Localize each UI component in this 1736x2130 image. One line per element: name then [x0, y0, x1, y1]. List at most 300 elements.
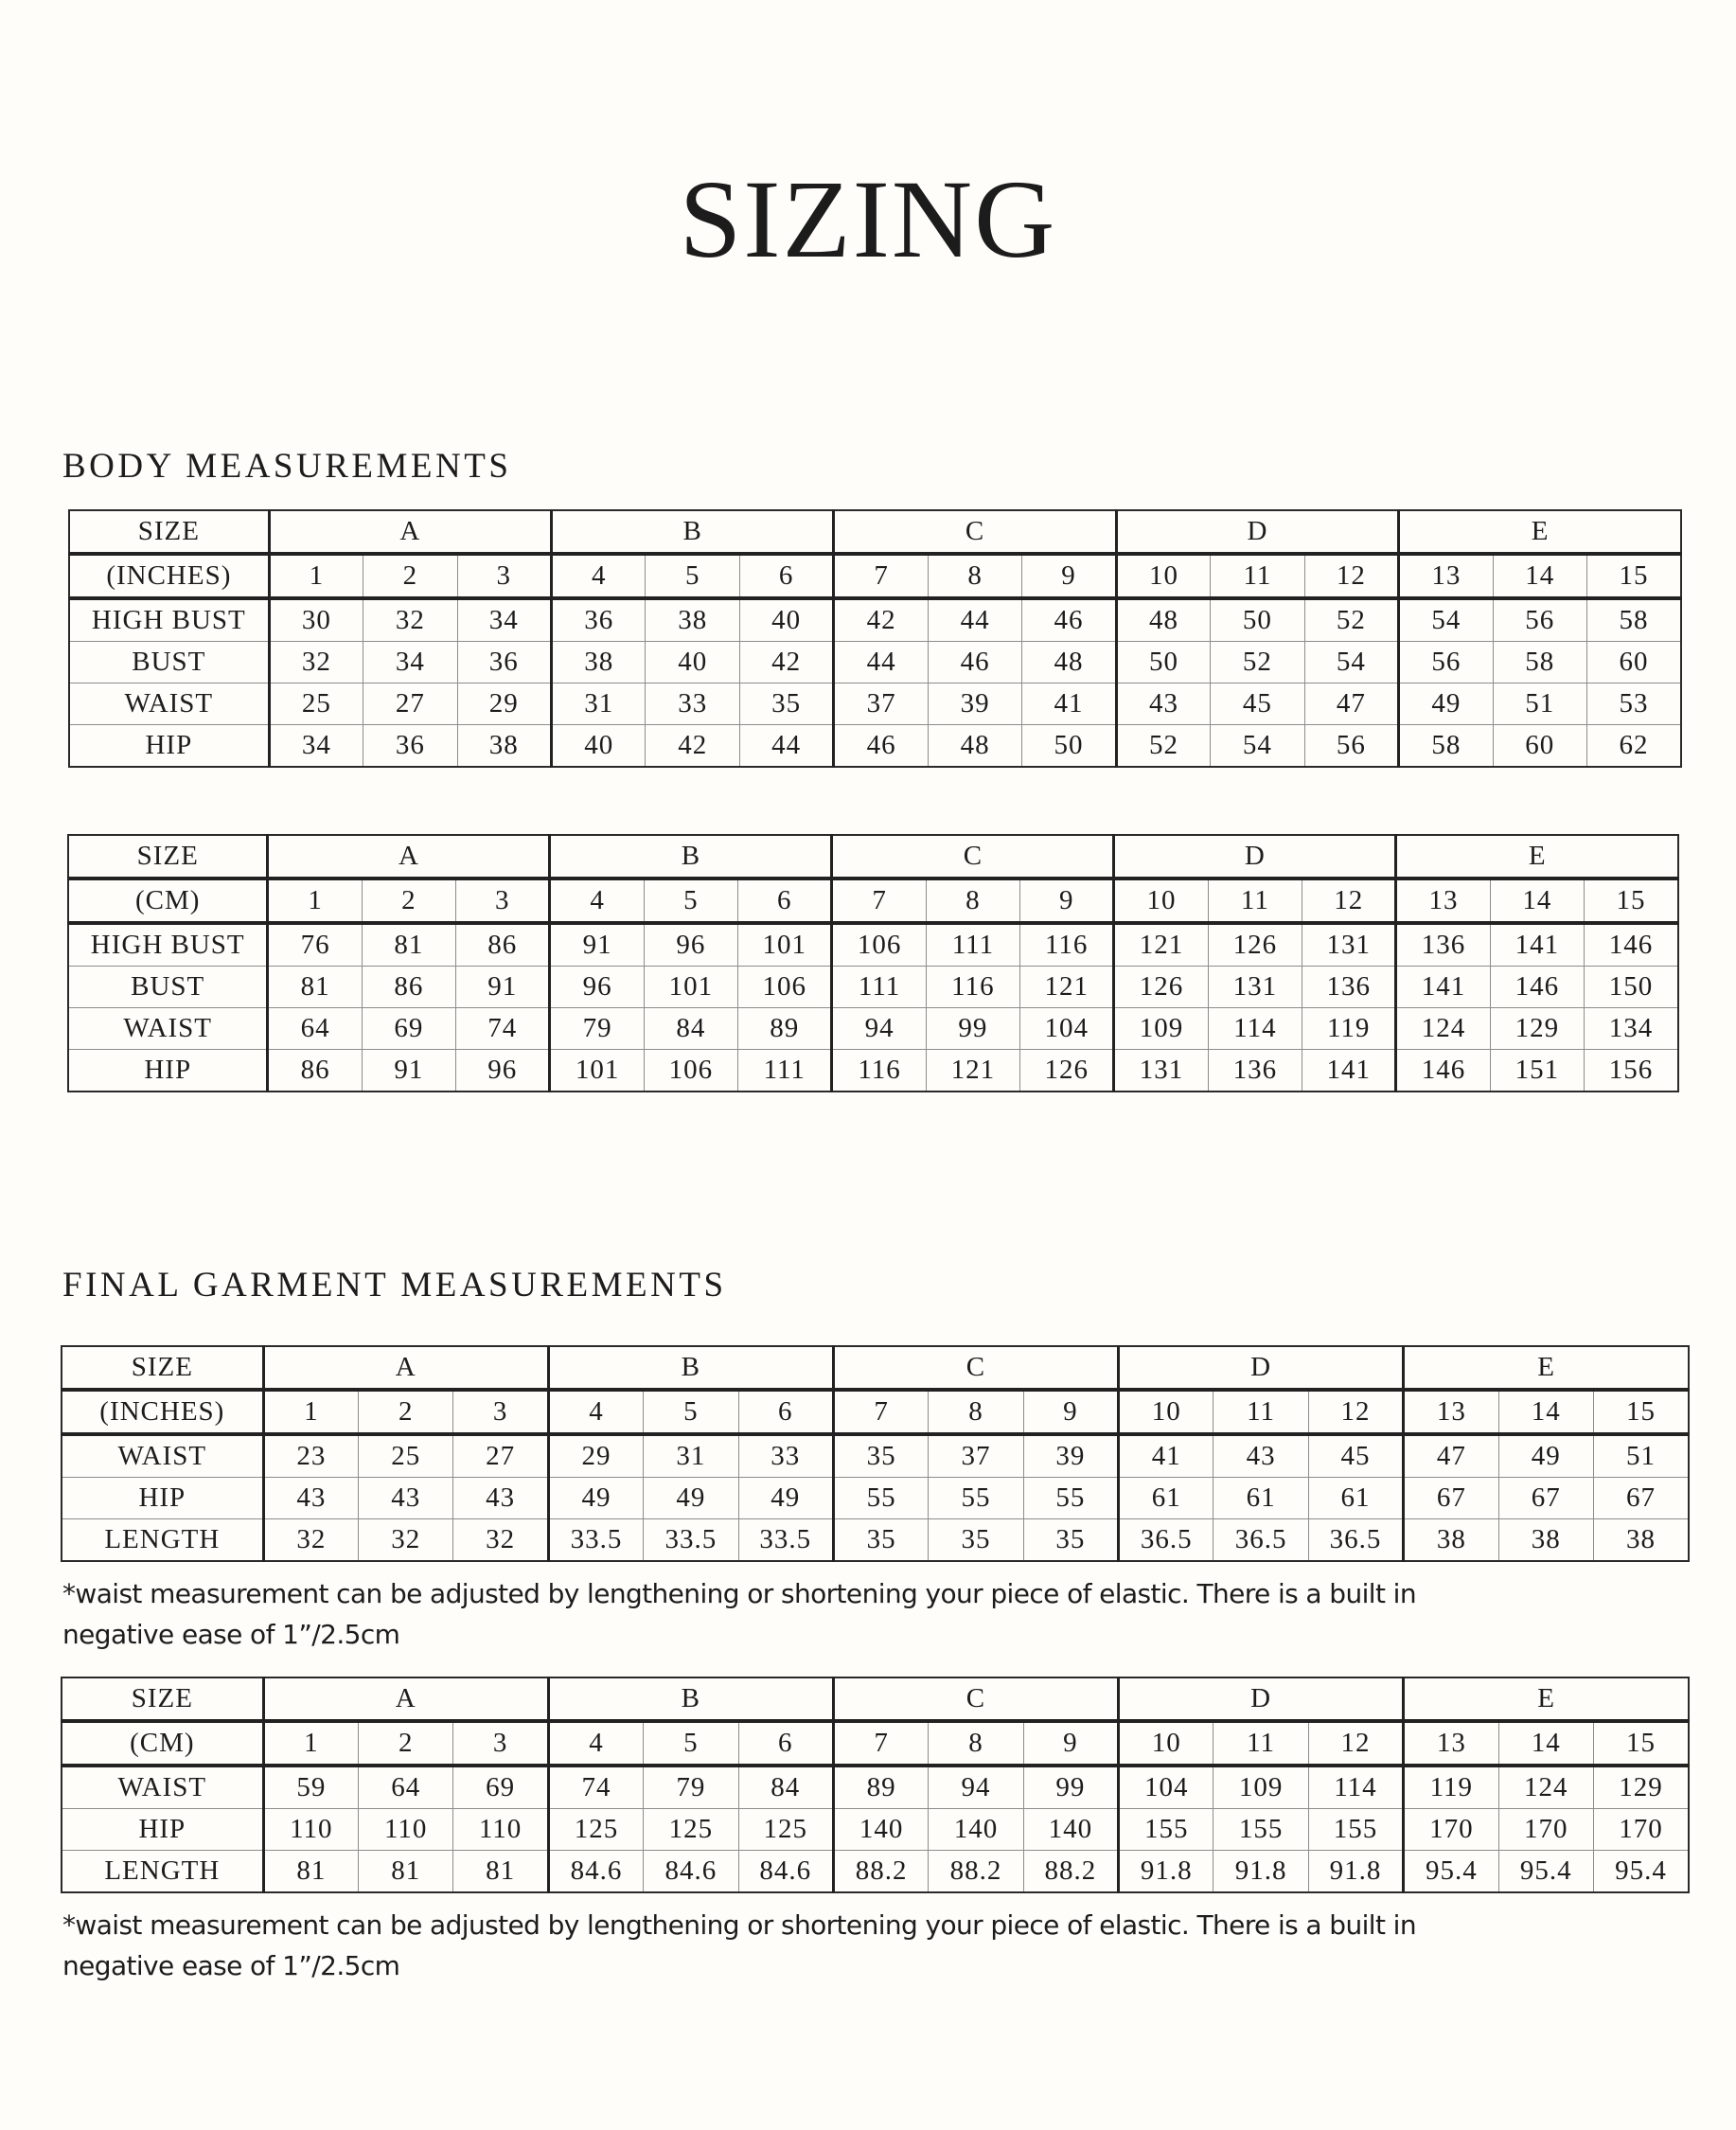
size-number-cell: 3	[453, 1721, 548, 1766]
measurement-row-length	[62, 1851, 1689, 1893]
measurement-value-cell: 74	[456, 1008, 550, 1050]
size-number-cell: 14	[1490, 879, 1584, 923]
measurement-value-cell: 46	[1022, 598, 1116, 642]
size-group-d: D	[1114, 835, 1396, 879]
measurement-value-cell: 34	[457, 598, 551, 642]
measurement-label: LENGTH	[62, 1851, 263, 1893]
measurement-value-cell: 125	[738, 1809, 833, 1851]
measurement-value-cell: 33.5	[644, 1519, 738, 1562]
size-group-d: D	[1119, 1677, 1404, 1721]
measurement-value-cell: 126	[1020, 1050, 1114, 1092]
size-number-cell: 10	[1116, 554, 1210, 598]
measurement-value-cell: 56	[1399, 642, 1493, 683]
measurement-value-cell: 40	[739, 598, 833, 642]
measurement-value-cell: 29	[548, 1434, 643, 1478]
measurement-value-cell: 67	[1404, 1478, 1498, 1519]
size-group-header-row	[69, 510, 1681, 554]
measurement-value-cell: 40	[646, 642, 739, 683]
measurement-value-cell: 119	[1404, 1766, 1498, 1809]
measurement-value-cell: 33.5	[548, 1519, 643, 1562]
size-number-cell: 4	[550, 879, 644, 923]
measurement-value-cell: 52	[1304, 598, 1398, 642]
measurement-value-cell: 30	[269, 598, 363, 642]
measurement-label: HIP	[68, 1050, 268, 1092]
measurement-value-cell: 39	[928, 683, 1021, 725]
measurement-value-cell: 151	[1490, 1050, 1584, 1092]
measurement-value-cell: 76	[268, 923, 362, 967]
measurement-value-cell: 86	[456, 923, 550, 967]
measurement-value-cell: 86	[268, 1050, 362, 1092]
measurement-label: WAIST	[62, 1434, 263, 1478]
measurement-value-cell: 59	[263, 1766, 358, 1809]
measurement-value-cell: 58	[1493, 642, 1586, 683]
measurement-value-cell: 44	[834, 642, 928, 683]
measurement-row-bust	[68, 967, 1678, 1008]
size-group-d: D	[1116, 510, 1398, 554]
measurement-value-cell: 155	[1213, 1809, 1308, 1851]
measurement-value-cell: 34	[269, 725, 363, 768]
size-number-cell: 2	[362, 879, 455, 923]
measurement-value-cell: 116	[832, 1050, 926, 1092]
size-number-cell: 6	[738, 1390, 833, 1434]
measurement-value-cell: 99	[1023, 1766, 1118, 1809]
body-measurements-inches-table	[68, 509, 1682, 768]
size-group-a: A	[268, 835, 550, 879]
measurement-value-cell: 116	[1020, 923, 1114, 967]
size-group-c: C	[832, 835, 1114, 879]
measurement-value-cell: 146	[1396, 1050, 1490, 1092]
size-number-cell: 6	[738, 879, 832, 923]
measurement-value-cell: 32	[263, 1519, 358, 1562]
measurement-value-cell: 39	[1023, 1434, 1118, 1478]
measurement-row-hip	[68, 1050, 1678, 1092]
garment-measurements-inches-table	[61, 1345, 1690, 1562]
measurement-value-cell: 110	[263, 1809, 358, 1851]
size-group-b: B	[552, 510, 834, 554]
measurement-value-cell: 32	[359, 1519, 453, 1562]
measurement-value-cell: 134	[1585, 1008, 1678, 1050]
measurement-value-cell: 50	[1116, 642, 1210, 683]
measurement-value-cell: 91	[550, 923, 644, 967]
measurement-value-cell: 42	[739, 642, 833, 683]
size-number-cell: 6	[738, 1721, 833, 1766]
size-number-cell: 1	[263, 1721, 358, 1766]
measurement-value-cell: 31	[552, 683, 646, 725]
measurement-value-cell: 42	[646, 725, 739, 768]
measurement-value-cell: 50	[1022, 725, 1116, 768]
size-number-cell: 9	[1022, 554, 1116, 598]
measurement-value-cell: 27	[453, 1434, 548, 1478]
measurement-value-cell: 124	[1396, 1008, 1490, 1050]
size-number-cell: 4	[548, 1721, 643, 1766]
measurement-value-cell: 35	[1023, 1519, 1118, 1562]
size-number-row	[69, 554, 1681, 598]
measurement-value-cell: 54	[1399, 598, 1493, 642]
measurement-value-cell: 29	[457, 683, 551, 725]
measurement-value-cell: 43	[263, 1478, 358, 1519]
size-number-cell: 12	[1302, 879, 1396, 923]
measurement-value-cell: 64	[359, 1766, 453, 1809]
measurement-value-cell: 49	[548, 1478, 643, 1519]
measurement-value-cell: 35	[929, 1519, 1023, 1562]
size-number-cell: 11	[1211, 554, 1304, 598]
measurement-value-cell: 136	[1302, 967, 1396, 1008]
size-number-cell: 11	[1213, 1390, 1308, 1434]
measurement-value-cell: 61	[1119, 1478, 1213, 1519]
measurement-value-cell: 35	[833, 1519, 928, 1562]
size-group-e: E	[1396, 835, 1678, 879]
size-number-cell: 8	[929, 1721, 1023, 1766]
measurement-row-waist	[62, 1434, 1689, 1478]
measurement-value-cell: 84	[644, 1008, 737, 1050]
size-header-label: SIZE	[69, 510, 269, 554]
measurement-value-cell: 91	[456, 967, 550, 1008]
measurement-value-cell: 116	[926, 967, 1019, 1008]
section-heading-final-garment-measurements: FINAL GARMENT MEASUREMENTS	[62, 1265, 727, 1305]
measurement-value-cell: 140	[1023, 1809, 1118, 1851]
measurement-value-cell: 84.6	[548, 1851, 643, 1893]
size-header-label: SIZE	[68, 835, 268, 879]
measurement-value-cell: 49	[1399, 683, 1493, 725]
size-group-c: C	[833, 1346, 1118, 1390]
measurement-value-cell: 54	[1304, 642, 1398, 683]
size-number-cell: 15	[1593, 1721, 1689, 1766]
measurement-value-cell: 136	[1208, 1050, 1302, 1092]
measurement-value-cell: 25	[359, 1434, 453, 1478]
measurement-value-cell: 62	[1587, 725, 1681, 768]
measurement-value-cell: 96	[456, 1050, 550, 1092]
measurement-value-cell: 36	[363, 725, 457, 768]
measurement-value-cell: 114	[1208, 1008, 1302, 1050]
measurement-value-cell: 41	[1119, 1434, 1213, 1478]
size-number-cell: 13	[1404, 1721, 1498, 1766]
measurement-label: HIP	[62, 1809, 263, 1851]
measurement-value-cell: 46	[928, 642, 1021, 683]
measurement-value-cell: 69	[453, 1766, 548, 1809]
measurement-value-cell: 84	[738, 1766, 833, 1809]
measurement-value-cell: 110	[359, 1809, 453, 1851]
measurement-value-cell: 43	[359, 1478, 453, 1519]
measurement-value-cell: 38	[457, 725, 551, 768]
measurement-label: BUST	[68, 967, 268, 1008]
measurement-value-cell: 111	[738, 1050, 832, 1092]
size-number-row	[68, 879, 1678, 923]
measurement-value-cell: 89	[833, 1766, 928, 1809]
size-number-cell: 13	[1404, 1390, 1498, 1434]
measurement-value-cell: 141	[1396, 967, 1490, 1008]
measurement-value-cell: 38	[1593, 1519, 1689, 1562]
measurement-value-cell: 48	[1022, 642, 1116, 683]
size-group-b: B	[548, 1677, 833, 1721]
measurement-value-cell: 96	[550, 967, 644, 1008]
size-group-a: A	[269, 510, 551, 554]
size-group-d: D	[1119, 1346, 1404, 1390]
size-number-cell: 15	[1585, 879, 1678, 923]
size-number-cell: 14	[1493, 554, 1586, 598]
measurement-row-waist	[68, 1008, 1678, 1050]
size-number-cell: 15	[1587, 554, 1681, 598]
size-number-cell: 9	[1023, 1721, 1118, 1766]
measurement-value-cell: 146	[1490, 967, 1584, 1008]
measurement-value-cell: 60	[1587, 642, 1681, 683]
measurement-value-cell: 34	[363, 642, 457, 683]
measurement-label: WAIST	[69, 683, 269, 725]
size-number-cell: 4	[548, 1390, 643, 1434]
size-group-c: C	[834, 510, 1116, 554]
size-number-cell: 12	[1304, 554, 1398, 598]
size-number-cell: 10	[1119, 1390, 1213, 1434]
measurement-value-cell: 36.5	[1308, 1519, 1403, 1562]
size-number-cell: 8	[928, 554, 1021, 598]
size-number-cell: 7	[833, 1721, 928, 1766]
size-number-cell: 5	[644, 879, 737, 923]
garment-measurements-cm-table	[61, 1677, 1690, 1893]
measurement-value-cell: 155	[1308, 1809, 1403, 1851]
measurement-value-cell: 54	[1211, 725, 1304, 768]
size-group-b: B	[550, 835, 832, 879]
measurement-value-cell: 129	[1593, 1766, 1689, 1809]
measurement-value-cell: 43	[1213, 1434, 1308, 1478]
measurement-row-hip	[62, 1478, 1689, 1519]
measurement-label: HIGH BUST	[68, 923, 268, 967]
section-heading-body-measurements: BODY MEASUREMENTS	[62, 446, 512, 486]
size-group-b: B	[548, 1346, 833, 1390]
unit-label: (INCHES)	[69, 554, 269, 598]
size-number-cell: 11	[1213, 1721, 1308, 1766]
size-group-e: E	[1399, 510, 1681, 554]
measurement-value-cell: 36	[552, 598, 646, 642]
measurement-value-cell: 106	[832, 923, 926, 967]
size-number-cell: 8	[926, 879, 1019, 923]
measurement-value-cell: 45	[1211, 683, 1304, 725]
measurement-value-cell: 114	[1308, 1766, 1403, 1809]
measurement-value-cell: 35	[739, 683, 833, 725]
measurement-value-cell: 81	[263, 1851, 358, 1893]
measurement-label: WAIST	[68, 1008, 268, 1050]
measurement-value-cell: 74	[548, 1766, 643, 1809]
measurement-value-cell: 150	[1585, 967, 1678, 1008]
waist-adjustment-note: *waist measurement can be adjusted by lengthening or shortening your piece of elastic. There is a built in negative ease of 1”/2.5cm	[62, 1578, 1416, 1650]
measurement-value-cell: 95.4	[1404, 1851, 1498, 1893]
unit-label: (CM)	[62, 1721, 263, 1766]
measurement-value-cell: 58	[1587, 598, 1681, 642]
measurement-value-cell: 81	[359, 1851, 453, 1893]
measurement-value-cell: 79	[550, 1008, 644, 1050]
size-number-cell: 10	[1114, 879, 1208, 923]
measurement-value-cell: 104	[1119, 1766, 1213, 1809]
measurement-row-hip	[62, 1809, 1689, 1851]
measurement-value-cell: 104	[1020, 1008, 1114, 1050]
size-number-cell: 9	[1023, 1390, 1118, 1434]
measurement-value-cell: 111	[832, 967, 926, 1008]
measurement-value-cell: 47	[1304, 683, 1398, 725]
size-number-cell: 14	[1498, 1390, 1593, 1434]
size-number-cell: 1	[269, 554, 363, 598]
measurement-value-cell: 52	[1116, 725, 1210, 768]
measurement-row-length	[62, 1519, 1689, 1562]
measurement-value-cell: 109	[1114, 1008, 1208, 1050]
measurement-label: WAIST	[62, 1766, 263, 1809]
measurement-value-cell: 111	[926, 923, 1019, 967]
size-number-row	[62, 1390, 1689, 1434]
page-title: SIZING	[679, 157, 1057, 282]
measurement-value-cell: 47	[1404, 1434, 1498, 1478]
measurement-value-cell: 36.5	[1119, 1519, 1213, 1562]
measurement-value-cell: 91.8	[1213, 1851, 1308, 1893]
waist-adjustment-note: *waist measurement can be adjusted by lengthening or shortening your piece of elastic. There is a built in negative ease of 1”/2.5cm	[62, 1909, 1416, 1981]
size-group-header-row	[62, 1346, 1689, 1390]
size-number-cell: 15	[1593, 1390, 1689, 1434]
measurement-value-cell: 88.2	[833, 1851, 928, 1893]
measurement-value-cell: 110	[453, 1809, 548, 1851]
measurement-value-cell: 32	[453, 1519, 548, 1562]
measurement-value-cell: 81	[453, 1851, 548, 1893]
measurement-value-cell: 94	[832, 1008, 926, 1050]
size-number-cell: 3	[457, 554, 551, 598]
measurement-value-cell: 126	[1208, 923, 1302, 967]
measurement-value-cell: 89	[738, 1008, 832, 1050]
size-group-c: C	[833, 1677, 1118, 1721]
measurement-value-cell: 33	[738, 1434, 833, 1478]
measurement-value-cell: 51	[1493, 683, 1586, 725]
measurement-label: LENGTH	[62, 1519, 263, 1562]
measurement-value-cell: 44	[739, 725, 833, 768]
measurement-value-cell: 53	[1587, 683, 1681, 725]
measurement-value-cell: 33.5	[738, 1519, 833, 1562]
size-number-cell: 7	[832, 879, 926, 923]
size-group-a: A	[263, 1346, 548, 1390]
measurement-value-cell: 101	[550, 1050, 644, 1092]
size-number-cell: 5	[644, 1721, 738, 1766]
measurement-value-cell: 67	[1593, 1478, 1689, 1519]
measurement-row-high-bust	[69, 598, 1681, 642]
measurement-value-cell: 27	[363, 683, 457, 725]
measurement-value-cell: 40	[552, 725, 646, 768]
measurement-row-bust	[69, 642, 1681, 683]
measurement-value-cell: 38	[1404, 1519, 1498, 1562]
size-number-row	[62, 1721, 1689, 1766]
measurement-value-cell: 86	[362, 967, 455, 1008]
measurement-value-cell: 119	[1302, 1008, 1396, 1050]
measurement-value-cell: 55	[929, 1478, 1023, 1519]
measurement-value-cell: 49	[644, 1478, 738, 1519]
size-number-cell: 5	[646, 554, 739, 598]
measurement-value-cell: 126	[1114, 967, 1208, 1008]
measurement-value-cell: 31	[644, 1434, 738, 1478]
measurement-value-cell: 121	[1020, 967, 1114, 1008]
size-number-cell: 12	[1308, 1390, 1403, 1434]
measurement-value-cell: 106	[644, 1050, 737, 1092]
measurement-value-cell: 136	[1396, 923, 1490, 967]
measurement-value-cell: 99	[926, 1008, 1019, 1050]
size-number-cell: 10	[1119, 1721, 1213, 1766]
measurement-value-cell: 81	[362, 923, 455, 967]
measurement-value-cell: 170	[1498, 1809, 1593, 1851]
measurement-value-cell: 125	[644, 1809, 738, 1851]
measurement-value-cell: 140	[833, 1809, 928, 1851]
measurement-value-cell: 50	[1211, 598, 1304, 642]
measurement-value-cell: 32	[269, 642, 363, 683]
measurement-value-cell: 88.2	[929, 1851, 1023, 1893]
measurement-value-cell: 79	[644, 1766, 738, 1809]
measurement-value-cell: 95.4	[1593, 1851, 1689, 1893]
measurement-value-cell: 81	[268, 967, 362, 1008]
measurement-value-cell: 170	[1404, 1809, 1498, 1851]
unit-label: (INCHES)	[62, 1390, 263, 1434]
measurement-value-cell: 91	[362, 1050, 455, 1092]
measurement-value-cell: 91.8	[1119, 1851, 1213, 1893]
measurement-value-cell: 109	[1213, 1766, 1308, 1809]
measurement-value-cell: 33	[646, 683, 739, 725]
measurement-label: HIGH BUST	[69, 598, 269, 642]
measurement-value-cell: 170	[1593, 1809, 1689, 1851]
size-number-cell: 8	[929, 1390, 1023, 1434]
measurement-label: HIP	[69, 725, 269, 768]
measurement-value-cell: 121	[1114, 923, 1208, 967]
size-number-cell: 2	[359, 1721, 453, 1766]
size-number-cell: 1	[263, 1390, 358, 1434]
measurement-value-cell: 94	[929, 1766, 1023, 1809]
size-number-cell: 5	[644, 1390, 738, 1434]
measurement-value-cell: 84.6	[738, 1851, 833, 1893]
size-number-cell: 11	[1208, 879, 1302, 923]
measurement-value-cell: 42	[834, 598, 928, 642]
measurement-label: HIP	[62, 1478, 263, 1519]
measurement-value-cell: 55	[1023, 1478, 1118, 1519]
measurement-label: BUST	[69, 642, 269, 683]
size-group-a: A	[263, 1677, 548, 1721]
size-number-cell: 13	[1396, 879, 1490, 923]
size-number-cell: 14	[1498, 1721, 1593, 1766]
size-number-cell: 2	[363, 554, 457, 598]
measurement-value-cell: 124	[1498, 1766, 1593, 1809]
measurement-value-cell: 67	[1498, 1478, 1593, 1519]
size-number-cell: 1	[268, 879, 362, 923]
size-number-cell: 2	[359, 1390, 453, 1434]
measurement-value-cell: 23	[263, 1434, 358, 1478]
size-group-header-row	[62, 1677, 1689, 1721]
measurement-row-high-bust	[68, 923, 1678, 967]
measurement-value-cell: 55	[833, 1478, 928, 1519]
measurement-value-cell: 38	[646, 598, 739, 642]
measurement-value-cell: 56	[1304, 725, 1398, 768]
measurement-value-cell: 156	[1585, 1050, 1678, 1092]
measurement-value-cell: 36.5	[1213, 1519, 1308, 1562]
measurement-value-cell: 44	[928, 598, 1021, 642]
body-measurements-cm-table	[67, 834, 1679, 1092]
size-number-cell: 6	[739, 554, 833, 598]
unit-label: (CM)	[68, 879, 268, 923]
measurement-value-cell: 48	[928, 725, 1021, 768]
measurement-row-waist	[69, 683, 1681, 725]
size-number-cell: 13	[1399, 554, 1493, 598]
measurement-value-cell: 125	[548, 1809, 643, 1851]
measurement-value-cell: 155	[1119, 1809, 1213, 1851]
measurement-value-cell: 146	[1585, 923, 1678, 967]
measurement-value-cell: 49	[1498, 1434, 1593, 1478]
measurement-value-cell: 101	[644, 967, 737, 1008]
measurement-value-cell: 91.8	[1308, 1851, 1403, 1893]
size-header-label: SIZE	[62, 1677, 263, 1721]
measurement-value-cell: 60	[1493, 725, 1586, 768]
size-number-cell: 9	[1020, 879, 1114, 923]
measurement-value-cell: 61	[1308, 1478, 1403, 1519]
measurement-value-cell: 95.4	[1498, 1851, 1593, 1893]
size-header-label: SIZE	[62, 1346, 263, 1390]
size-group-e: E	[1404, 1346, 1689, 1390]
measurement-value-cell: 141	[1490, 923, 1584, 967]
measurement-value-cell: 121	[926, 1050, 1019, 1092]
